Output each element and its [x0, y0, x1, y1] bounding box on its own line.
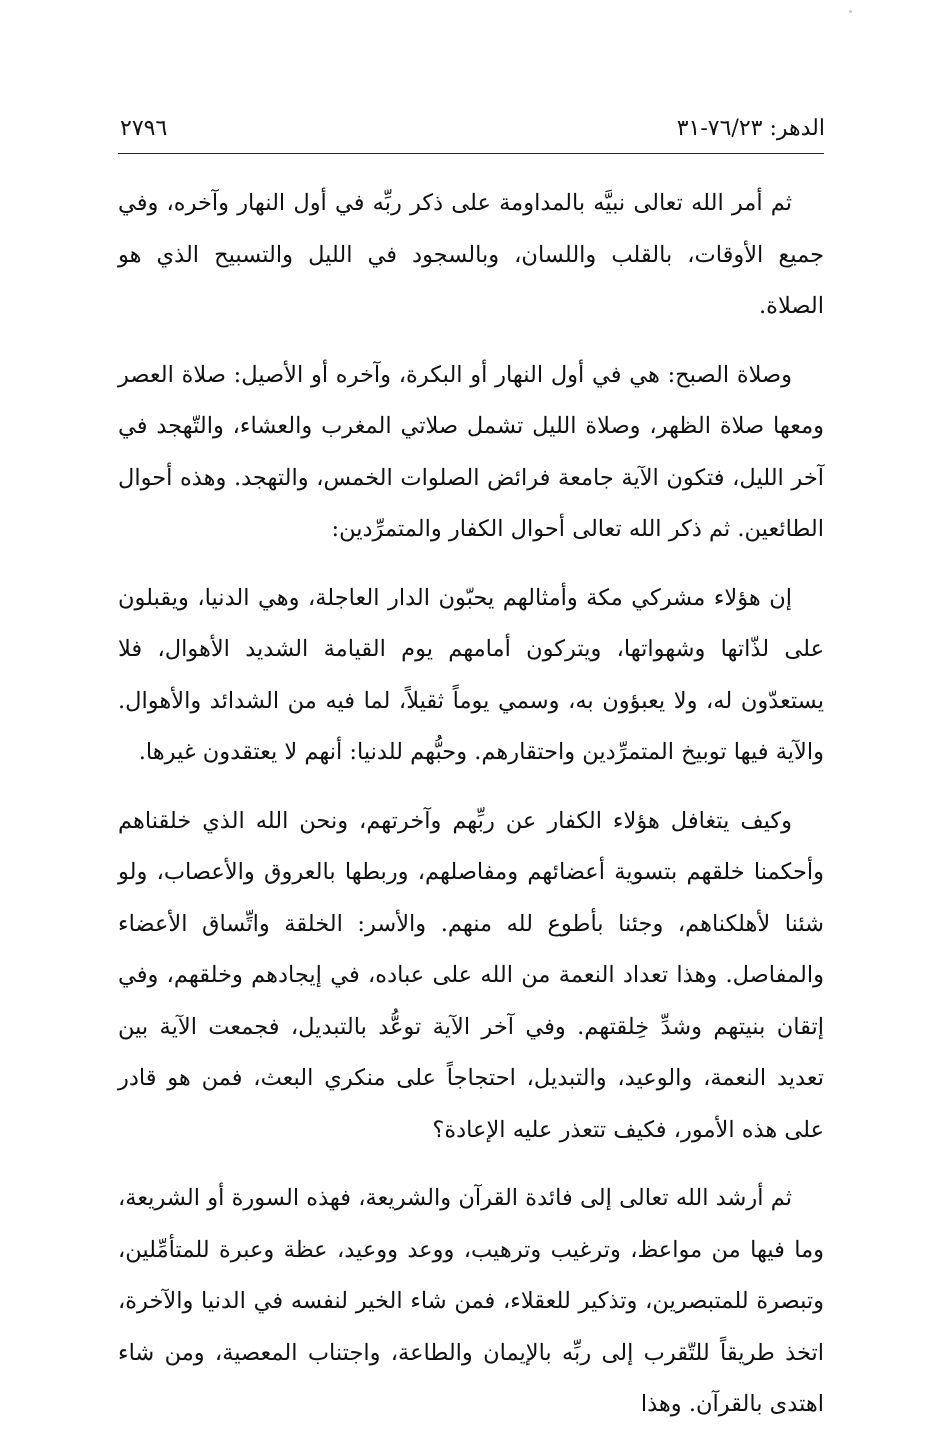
paragraph: وكيف يتغافل هؤلاء الكفار عن ربِّهم وآخرتهم، ونحن الله الذي خلقناهم وأحكمنا خلقهم بتسوية أعضائهم ومفاصلهم، وربطها بالعروق والأعصاب، ولو شئنا لأهلكناهم، وجئنا بأطوع لله منهم. والأسر: الخلقة واتِّساق الأعضاء والمفاصل. وهذا تعداد النعمة من الله على عباده، في إيجادهم وخلقهم، وفي إتقان بنيتهم وشدِّ خِلقتهم. وفي آخر الآية توعُّد بالتبديل، فجمعت الآية بين تعديد النعمة، والوعيد، والتبديل، احتجاجاً على منكري البعث، فمن هو قادر على هذه الأمور، فكيف تتعذر عليه الإعادة؟	[118, 807, 824, 1143]
page-number: ٢٧٩٦	[120, 116, 168, 141]
paragraph: وصلاة الصبح: هي في أول النهار أو البكرة، وآخره أو الأصيل: صلاة العصر ومعها صلاة الظهر، وصلاة الليل تشمل صلاتي المغرب والعشاء، والتّهجد في آخر الليل، فتكون الآية جامعة فرائض الصلوات الخمس، والتهجد. وهذه أحوال الطائعين. ثم ذكر الله تعالى أحوال الكفار والمتمرِّدين:	[118, 361, 824, 542]
body-text	[118, 178, 824, 1431]
paragraph: إن هؤلاء مشركي مكة وأمثالهم يحبّون الدار العاجلة، وهي الدنيا، ويقبلون على لذّاتها وشهواتها، ويتركون أمامهم يوم القيامة الشديد الأهوال، فلا يستعدّون له، ولا يعبؤون به، وسمي يوماً ثقيلاً، لما فيه من الشدائد والأهوال. والآية فيها توبيخ المتمرِّدين واحتقارهم. وحبُّهم للدنيا: أنهم لا يعتقدون غيرها.	[118, 584, 824, 765]
running-header	[120, 112, 825, 150]
header-rule	[118, 153, 824, 154]
paragraph: ثم أرشد الله تعالى إلى فائدة القرآن والشريعة، فهذه السورة أو الشريعة، وما فيها من مواعظ، وترغيب وترهيب، ووعد ووعيد، عظة وعبرة للمتأمِّلين، وتبصرة للمتبصرين، وتذكير للعقلاء، فمن شاء الخير لنفسه في الدنيا والآخرة، اتخذ طريقاً للتّقرب إلى ربِّه بالإيمان والطاعة، واجتناب المعصية، ومن شاء اهتدى بالقرآن. وهذا	[118, 1185, 824, 1417]
running-title: الدهر: ٧٦/٢٣-٣١	[676, 116, 825, 141]
paragraph: ثم أمر الله تعالى نبيَّه بالمداومة على ذكر ربِّه في أول النهار وآخره، وفي جميع الأوقات، بالقلب واللسان، وبالسجود في الليل والتسبيح الذي هو الصلاة.	[118, 190, 824, 319]
scan-speck	[849, 10, 852, 13]
